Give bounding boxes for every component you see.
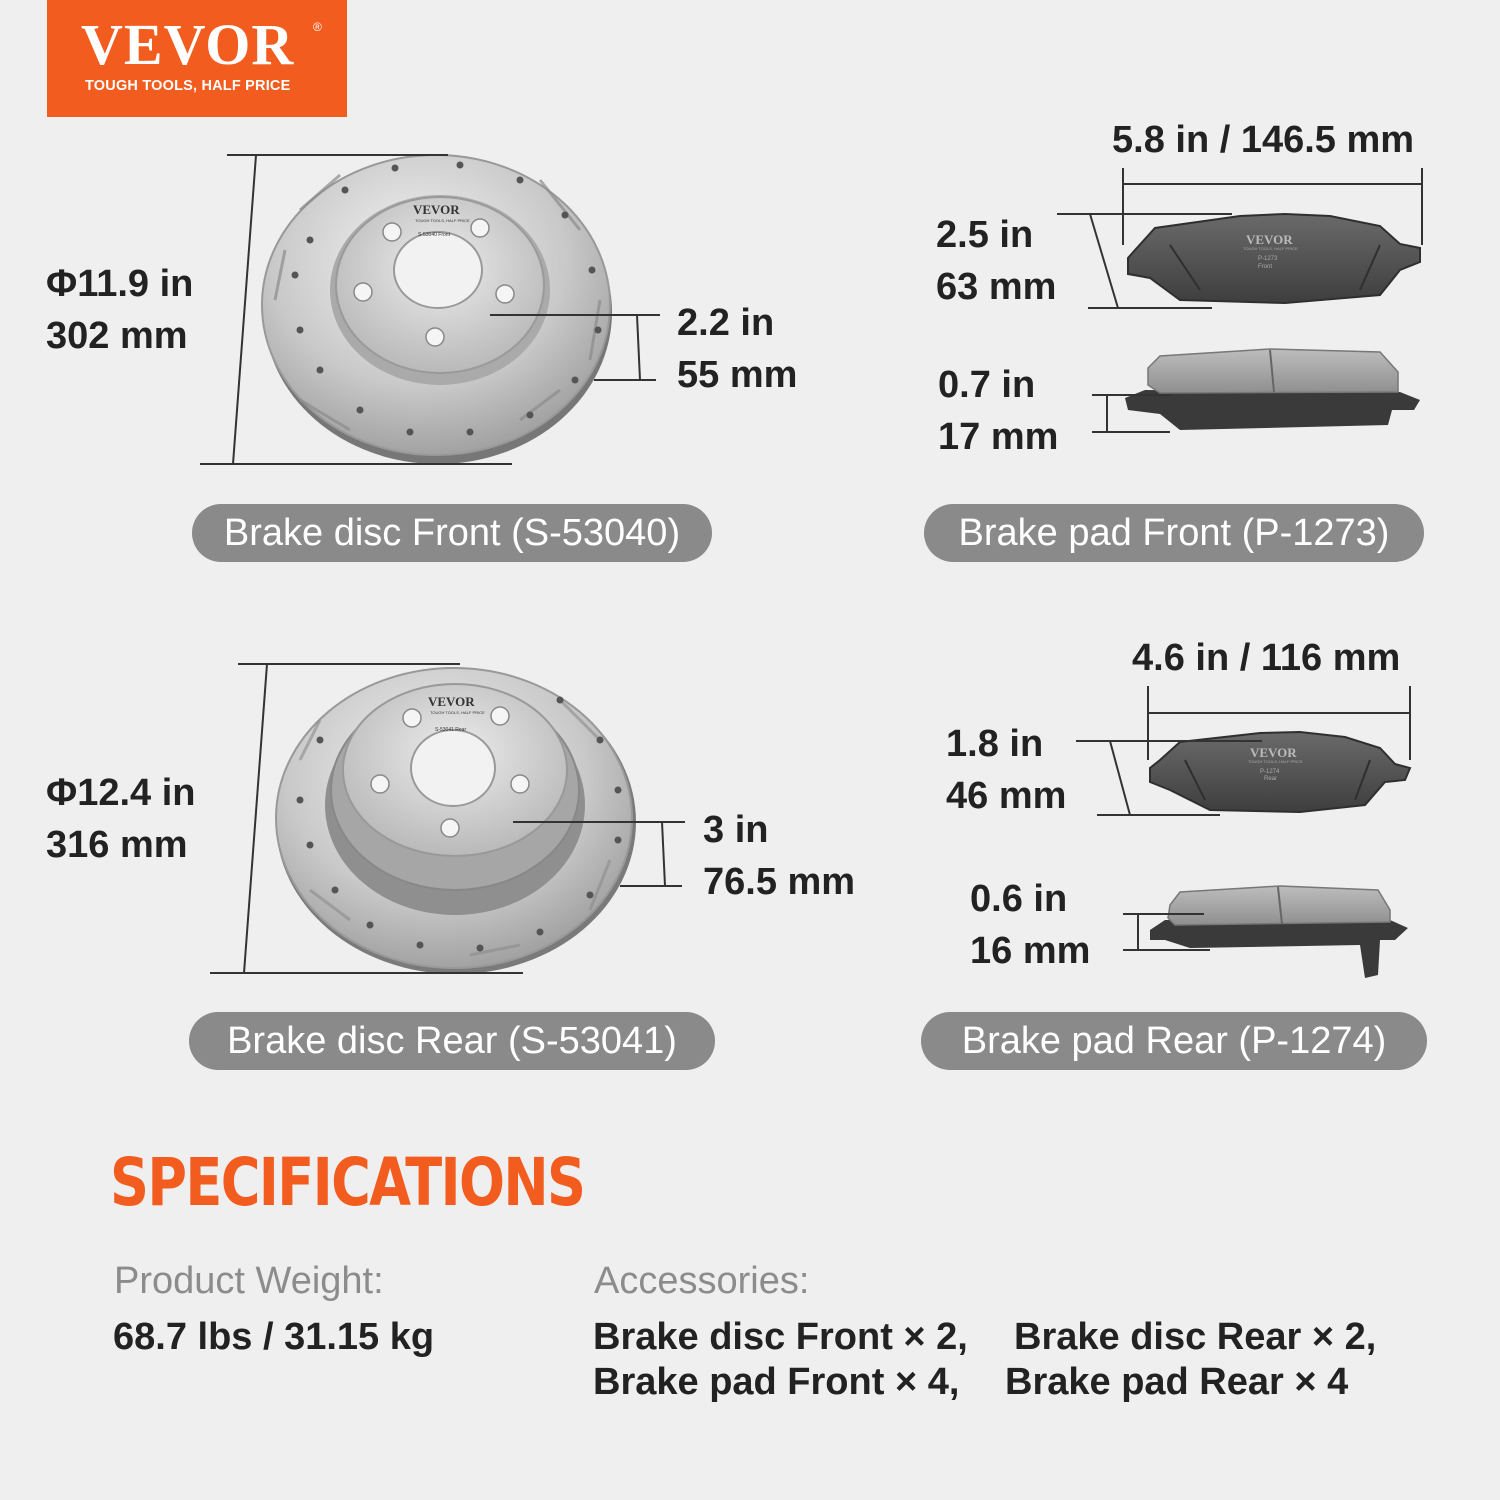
front-pad-height-in: 2.5 in [936,214,1034,256]
front-pad-thickness-mm: 17 mm [938,416,1059,458]
front-brake-disc-image [262,155,612,464]
rear-pad-stamp-brand: VEVOR [1250,745,1297,760]
front-disc-diameter [46,258,193,362]
accessory-disc-front: Brake disc Front × 2, [593,1316,968,1358]
front-pad-stamp-position: Front [1258,264,1273,270]
front-pad-thickness-in: 0.7 in [938,364,1036,406]
rear-disc-diameter-in: Φ12.4 in [46,772,196,814]
front-disc-height-in: 2.2 in [677,302,775,344]
product-weight-value: 68.7 lbs / 31.15 kg [113,1316,435,1358]
logo-wordmark: VEVOR [81,12,295,77]
rear-disc-diameter [46,767,195,871]
rear-disc-stamp-model: S-53041 Rear [435,727,467,733]
rear-pad-thickness [970,873,1090,977]
rear-pad-thickness-mm: 16 mm [970,930,1091,972]
rear-disc-height-in: 3 in [703,809,769,851]
rear-disc-stamp-brand: VEVOR [428,694,475,709]
rear-pad-height [946,718,1066,822]
accessory-pad-rear: Brake pad Rear × 4 [1005,1361,1349,1403]
front-pad-stamp-tag: TOUGH TOOLS, HALF PRICE [1243,246,1298,251]
rear-pad-height-in: 1.8 in [946,723,1044,765]
specifications-title: SPECIFICATIONS [110,1144,585,1221]
rear-disc-height [703,804,855,908]
front-pad-width: 5.8 in / 146.5 mm [1112,119,1415,161]
rear-pad-height-mm: 46 mm [946,775,1067,817]
product-weight-label: Product Weight: [114,1260,384,1302]
rear-disc-stamp-tag: TOUGH TOOLS, HALF PRICE [430,710,485,715]
front-disc-stamp-tag: TOUGH TOOLS, HALF PRICE [415,218,470,223]
front-pad-thickness [938,359,1058,463]
logo-registered-mark: ® [313,20,322,34]
front-disc-diameter-in: Φ11.9 in [46,263,194,305]
front-pad-stamp-model: P-1273 [1258,256,1278,262]
rear-disc-diameter-mm: 316 mm [46,824,188,866]
rear-brake-pad-top-image [1150,732,1410,812]
rear-pad-label: Brake pad Rear (P-1274) [921,1012,1427,1070]
rear-pad-thickness-in: 0.6 in [970,878,1068,920]
rear-disc-height-mm: 76.5 mm [703,861,856,903]
front-disc-stamp-brand: VEVOR [413,202,460,217]
front-disc-height [677,297,797,401]
front-pad-height-mm: 63 mm [936,266,1057,308]
front-disc-height-mm: 55 mm [677,354,798,396]
front-disc-diameter-mm: 302 mm [46,315,188,357]
front-disc-label: Brake disc Front (S-53040) [192,504,712,562]
rear-pad-stamp-model: P-1274 [1260,769,1280,775]
accessories-label: Accessories: [594,1260,810,1302]
rear-brake-pad-side-image [1150,886,1408,978]
front-pad-label: Brake pad Front (P-1273) [924,504,1424,562]
rear-pad-stamp-position: Rear [1264,776,1278,782]
front-pad-height [936,209,1056,313]
front-brake-pad-side-image [1125,349,1420,430]
rear-pad-stamp-tag: TOUGH TOOLS, HALF PRICE [1248,759,1303,764]
rear-pad-width: 4.6 in / 116 mm [1132,637,1401,679]
front-disc-stamp-model: S-53040 Front [418,232,450,238]
rear-disc-label: Brake disc Rear (S-53041) [189,1012,715,1070]
logo-tagline: TOUGH TOOLS, HALF PRICE [85,78,291,94]
front-pad-stamp-brand: VEVOR [1246,232,1293,247]
accessory-disc-rear: Brake disc Rear × 2, [1014,1316,1377,1358]
accessory-pad-front: Brake pad Front × 4, [593,1361,960,1403]
front-brake-pad-top-image [1128,214,1420,303]
